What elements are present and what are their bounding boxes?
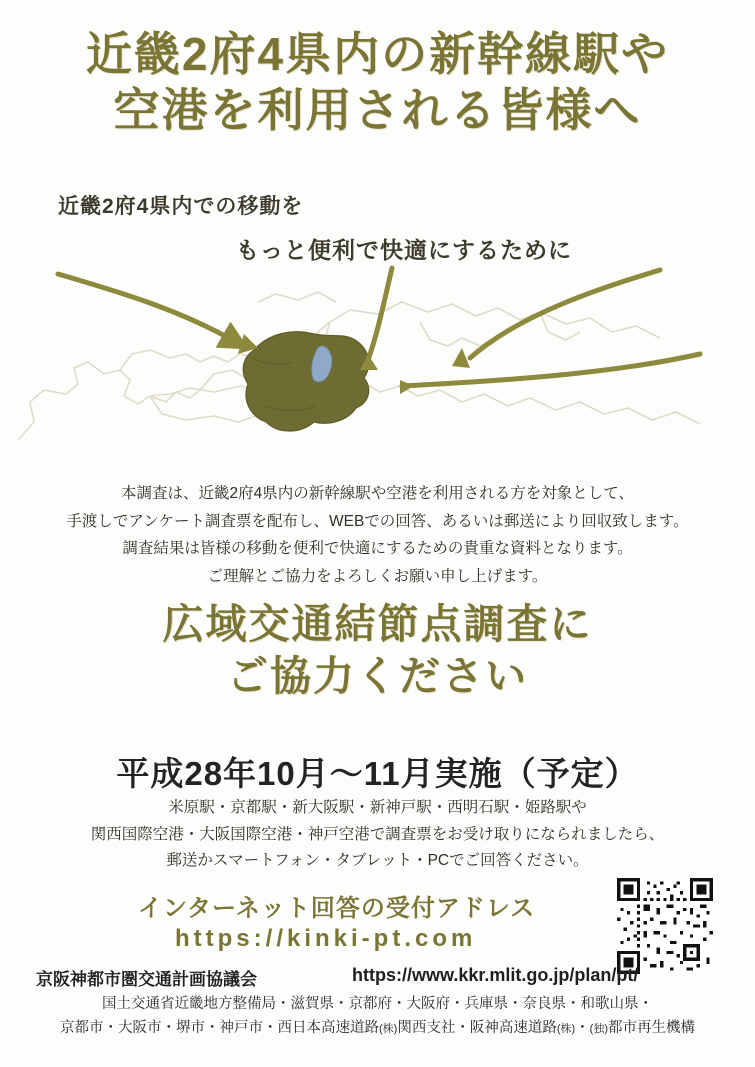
qr-code[interactable] [617, 878, 713, 974]
footer-members-part-b: (株) [379, 1023, 398, 1036]
subheadline-line-1: 近畿2府4県内での移動を [58, 195, 304, 218]
stations-line-2: 関西国際空港・大阪国際空港・神戸空港で調査票をお受け取りになられましたら、 [90, 825, 665, 843]
body-line-3: 調査結果は皆様の移動を便利で快適にするための貴重な資料となります。 [122, 540, 633, 558]
footer-members-part-e: ・ [575, 1020, 590, 1036]
footer-members-part-c: 関西支社・阪神高速道路 [397, 1020, 557, 1036]
body-line-4: ご理解とご協力をよろしくお願い申し上げます。 [207, 567, 548, 585]
internet-address-label: インターネット回答の受付アドレス [138, 895, 536, 922]
stations-line-1: 米原駅・京都駅・新大阪駅・新神戸駅・西明石駅・姫路駅や [168, 799, 587, 816]
footer-members-part-f: (独) [589, 1023, 608, 1036]
internet-address-url[interactable]: https://kinki-pt.com [175, 925, 477, 952]
stations-paragraph [0, 795, 755, 875]
body-paragraph [0, 480, 755, 590]
footer-members-part-d: (株) [556, 1023, 576, 1036]
call-to-action-line-1: 広域交通結節点調査に [162, 601, 593, 647]
page-title [0, 26, 755, 138]
body-line-1: 本調査は、近畿2府4県内の新幹線駅や空港を利用される方を対象として、 [121, 485, 634, 502]
footer-members-part-a: 京都市・大阪市・堺市・神戸市・西日本高速道路 [60, 1020, 379, 1036]
headline-line-1: 近畿2府4県内の新幹線駅や [85, 28, 670, 80]
footer-members-part-g: 都市再生機構 [607, 1020, 695, 1036]
footer-members-line-2 [0, 1016, 755, 1037]
body-line-2: 手渡しでアンケート調査票を配布し、WEBでの回答、あるいは郵送により回収致します。 [66, 512, 689, 530]
subheadline-line-2: もっと便利で快適にするために [236, 237, 572, 263]
footer-organization: 京阪神都市圏交通計画協議会 [36, 970, 257, 989]
footer-website[interactable]: https://www.kkr.mlit.go.jp/plan/pt/ [352, 965, 639, 985]
headline-line-2: 空港を利用される皆様へ [113, 84, 642, 137]
call-to-action [0, 598, 755, 703]
kinki-region-map [0, 262, 755, 477]
stations-line-3: 郵送かスマートフォン・タブレット・PCでご回答ください。 [166, 852, 589, 870]
footer-members-line-1: 国土交通省近畿地方整備局・滋賀県・京都府・大阪府・兵庫県・奈良県・和歌山県・ [102, 996, 653, 1012]
survey-period: 平成28年10月〜11月実施（予定） [116, 755, 639, 792]
call-to-action-line-2: ご協力ください [227, 653, 528, 700]
